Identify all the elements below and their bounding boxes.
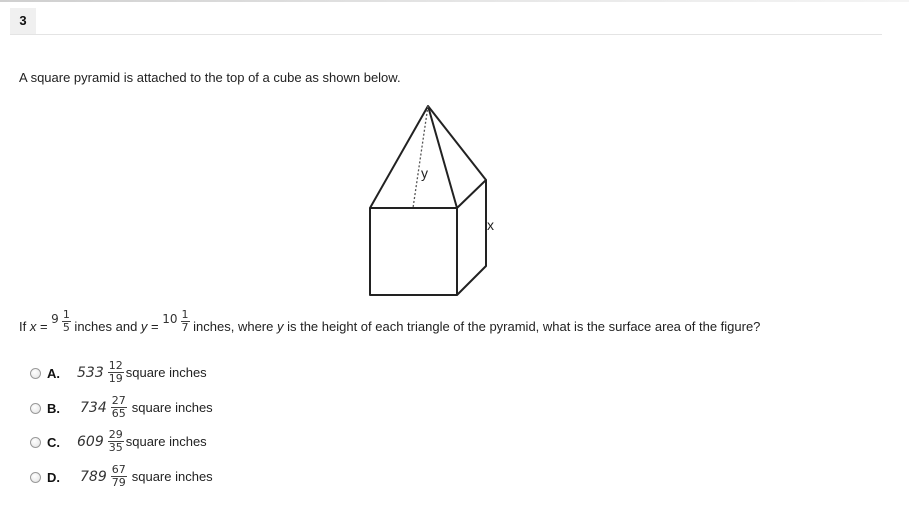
option-c-denominator: 35 [108,441,123,454]
option-c-letter: C. [47,435,60,450]
option-b-denominator: 65 [111,407,126,420]
option-d-whole: 789 [80,468,107,485]
question-inches-where: inches, where [189,318,277,334]
option-a-unit: square inches [125,365,207,380]
cube-side-face [457,180,486,295]
option-b-unit: square inches [131,400,213,415]
y-fraction [181,310,190,333]
option-b-fraction [111,396,127,419]
option-d-unit: square inches [131,469,213,484]
option-c-radio[interactable] [30,437,41,448]
pyramid-on-cube-figure [360,100,510,302]
option-b-numerator: 27 [111,394,126,407]
var-x: x [29,318,37,334]
y-denominator: 7 [181,321,189,334]
pyramid-side-edge [428,106,486,180]
equals: = [36,318,52,334]
option-a-fraction [108,361,124,384]
option-a-numerator: 12 [108,359,123,372]
option-d-numerator: 67 [111,463,126,476]
question-rest: is the height of each triangle of the pyramid, what is the surface area of the figure? [283,318,761,334]
top-divider [0,0,909,2]
y-numerator: 1 [181,308,189,321]
slant-height-dashed-line [413,106,428,208]
x-numerator: 1 [62,308,70,321]
question-text [19,308,761,339]
cube-front-face [370,208,457,295]
option-b-value [80,396,213,419]
option-d-letter: D. [47,470,60,485]
equals-2: = [147,318,163,334]
x-denominator: 5 [62,321,70,334]
figure-label-y: y [421,165,428,181]
option-d-fraction [111,465,127,488]
option-b-radio[interactable] [30,403,41,414]
question-if: If [19,318,30,334]
question-intro: A square pyramid is attached to the top of a cube as shown below. [19,70,401,85]
option-a-radio[interactable] [30,368,41,379]
option-c-whole: 609 [77,433,104,450]
option-d-denominator: 79 [111,476,126,489]
pyramid-front-face [370,106,457,208]
y-mixed-number [162,308,189,339]
question-inches-and: inches and [70,318,141,334]
question-header [10,8,882,35]
x-fraction [62,310,71,333]
option-c-numerator: 29 [108,428,123,441]
option-a-whole: 533 [77,364,104,381]
var-y-2: y [276,318,284,334]
figure-label-x: x [487,217,494,233]
option-d-value [80,465,213,488]
option-a-letter: A. [47,366,60,381]
option-a-denominator: 19 [108,372,123,385]
option-a-value [77,361,207,384]
option-b-letter: B. [47,401,60,416]
option-b-whole: 734 [80,399,107,416]
option-c-unit: square inches [125,434,207,449]
option-c-value [77,430,207,453]
var-y: y [140,318,148,334]
question-number-badge: 3 [10,8,36,34]
x-whole: 9 [51,311,59,326]
y-whole: 10 [162,311,178,326]
option-d-radio[interactable] [30,472,41,483]
x-mixed-number [51,308,71,339]
option-c-fraction [108,430,124,453]
